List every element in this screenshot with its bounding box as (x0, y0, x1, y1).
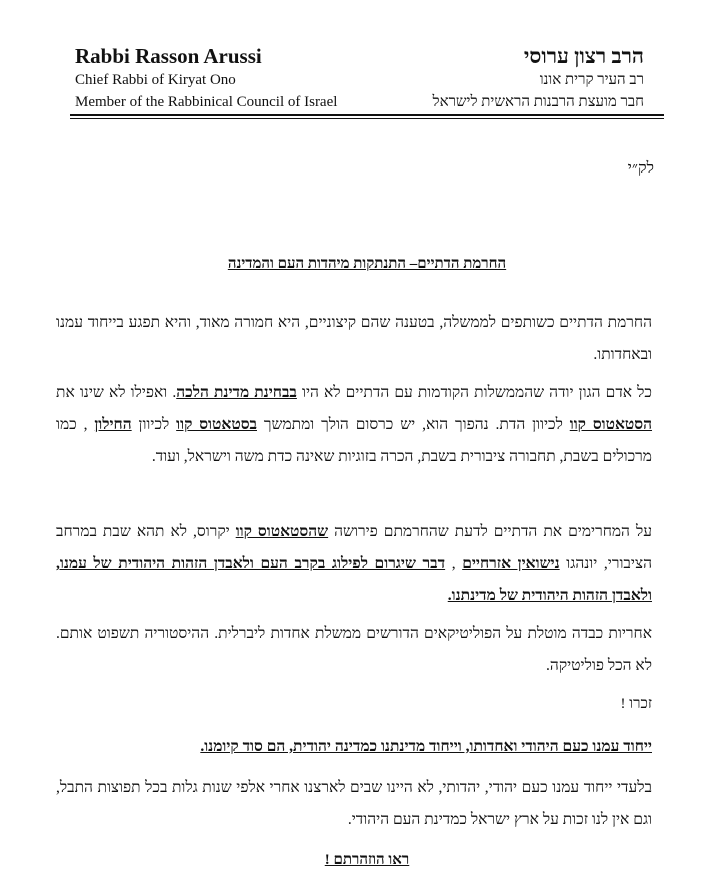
paragraph-4: אחריות כבדה מוטלת על הפוליטיקאים הדורשים ממשלת אחדות ליברלית. ההיסטוריה תשפוט אותם. לא הכל פוליטיקה. (56, 625, 652, 674)
paragraph-3-text: יקרוס, לא תהא שבת במרחב הציבורי, יונהגו (56, 523, 653, 572)
paragraph-3-text: על המחרימים את הדתיים לדעת שהחרמתם פירושה (328, 523, 652, 540)
paragraph-2-text: . ואפילו לא שינו את (56, 384, 177, 401)
paragraph-2-text: לכיוון (131, 416, 177, 433)
paragraph-2-emphasis-status-quo-2: בסטאטוס קוו (176, 416, 257, 433)
letterhead-english-title: Chief Rabbi of Kiryat Ono (75, 72, 236, 88)
document-title-text: החרמת הדתיים– התנתקות מיהדות העם והמדינה (227, 256, 507, 272)
letterhead-hebrew-council: חבר מועצת הרבנות הראשית לישראל (432, 94, 644, 110)
letterhead-divider-thin (70, 118, 664, 119)
paragraph-3-emphasis-civil-marriage: נישואין אזרחיים (462, 555, 560, 572)
document-title (70, 256, 664, 273)
paragraph-1: החרמת הדתיים כשותפים לממשלה, בטענה שהם קיצוניים, היא חמורה מאוד, והיא תפגע בייחוד עמנו ובאחדותו. (56, 314, 652, 363)
letterhead-divider (70, 114, 664, 116)
letterhead-english-name: Rabbi Rasson Arussi (75, 44, 262, 68)
paragraph-2-emphasis-status-quo: הסטאטוס קוו (569, 416, 653, 433)
letterhead-english-council: Member of the Rabbinical Council of Israel (75, 94, 338, 110)
final-warning: ראו הוזהרתם ! (324, 852, 410, 868)
paragraph-2-text: לכיוון הדת. נהפוך הוא, יש כרסום הולך ומתמשך (257, 416, 570, 433)
paragraph-2-text: , כמו מרכולים בשבת, תחבורה ציבורית בשבת, הכרה בזוגיות שאינה כדת משה וישראל, ועוד. (56, 416, 652, 465)
paragraph-3-emphasis-identity: דבר שיגרום לפילוג בקרב העם ולאבדן הזהות היהודית של עמנו, ולאבדן הזהות היהודית של מדינתנו. (56, 555, 652, 604)
paragraph-2-emphasis-secular: החילון (94, 416, 132, 433)
paragraph-2 (56, 377, 652, 473)
paragraph-3-text: , (445, 555, 463, 572)
paragraph-5: בלעדי ייחוד עמנו כעם יהודי, יהדותי, לא היינו שבים לארצנו אחרי אלפי שנות גלות בכל תפוצות התבל, וגם אין לנו זכות על ארץ ישראל כמדינת העם היהודי. (56, 779, 652, 828)
paragraph-2-text: כל אדם הגון יודה שהממשלות הקודמות עם הדתיים לא היו (296, 384, 652, 401)
paragraph-3-emphasis-status-quo: שהסטאטוס קוו (235, 523, 329, 540)
letterhead-hebrew-title: רב העיר קרית אונו (539, 72, 644, 88)
letterhead-hebrew-name: הרב רצון ערוסי (523, 44, 644, 68)
salutation: לק״י (627, 160, 654, 177)
paragraph-2-emphasis-halacha: בבחינת מדינת הלכה (176, 384, 297, 401)
key-statement: ייחוד עמנו כעם היהודי ואחדותו, וייחוד מדינתנו כמדינה יהודית, הם סוד קיומנו. (200, 738, 652, 755)
remember-callout: זכרו ! (620, 696, 652, 712)
paragraph-3 (56, 516, 652, 612)
